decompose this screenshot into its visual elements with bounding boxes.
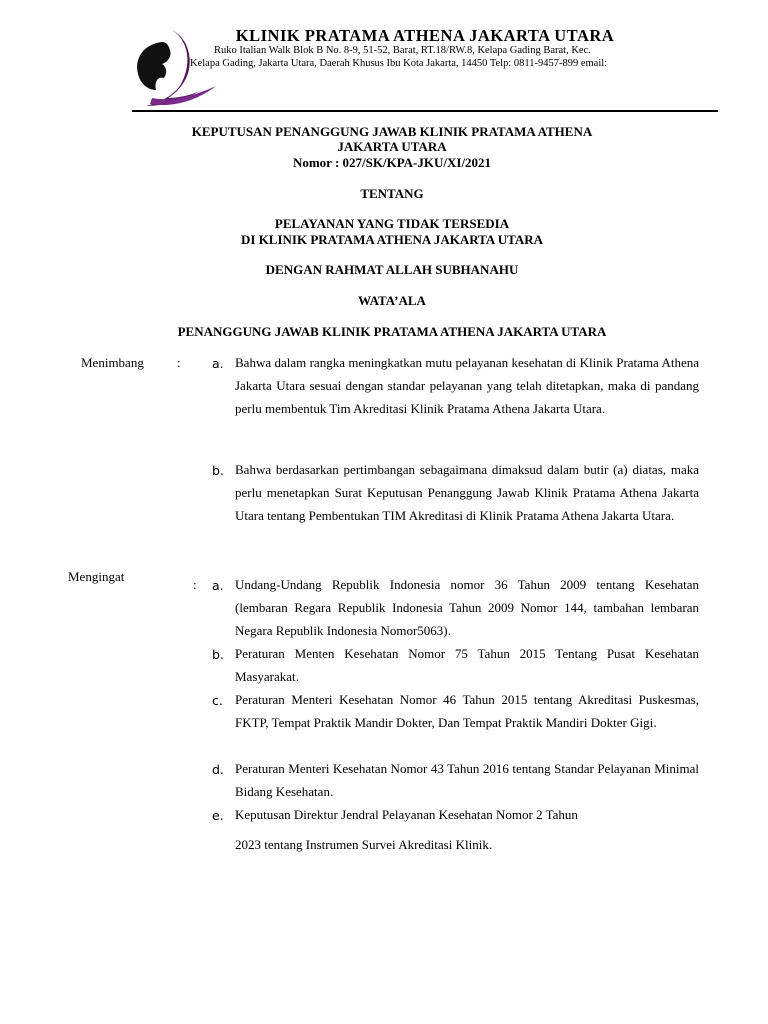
- decree-number: Nomor : 027/SK/KPA-JKU/XI/2021: [292, 155, 492, 170]
- letterhead-divider: [132, 110, 718, 112]
- address-line-1: Ruko Italian Walk Blok B No. 8-9, 51-52, Barat, RT.18/RW.8, Kelapa Gading Barat, Kec.: [214, 45, 591, 56]
- mengingat-a-text: Undang-Undang Republik Indonesia nomor 36 Tahun 2009 tentang Kesehatan (lembaran Regara Republik Indonesia Tahun 2009 Nomor 144, tambahan lembaran Negara Republik Indonesia Nomor5063).: [235, 577, 699, 638]
- menimbang-a-text: Bahwa dalam rangka meningkatkan mutu pelayanan kesehatan di Klinik Pratama Athena Jakarta Utara sesuai dengan standar pelayanan yang telah ditetapkan, maka di pandang perlu membentuk Tim Akreditasi Klinik Pratama Athena Jakarta Utara.: [235, 355, 699, 416]
- mengingat-d-marker: d.: [212, 762, 224, 777]
- subject-line-1: PELAYANAN YANG TIDAK TERSEDIA: [274, 216, 510, 231]
- mengingat-c-marker: c.: [212, 693, 223, 708]
- subject-line-2: DI KLINIK PRATAMA ATHENA JAKARTA UTARA: [240, 232, 544, 247]
- menimbang-colon: :: [177, 355, 181, 370]
- mengingat-e-marker: e.: [212, 808, 224, 823]
- clinic-name: KLINIK PRATAMA ATHENA JAKARTA UTARA: [235, 26, 615, 45]
- tentang-heading: TENTANG: [360, 186, 424, 201]
- rahmat-line: DENGAN RAHMAT ALLAH SUBHANAHU: [265, 262, 519, 277]
- mengingat-b-marker: b.: [212, 647, 224, 662]
- menimbang-b-marker: b.: [212, 463, 224, 478]
- decree-title-line-2: JAKARTA UTARA: [337, 139, 447, 154]
- mengingat-label: Mengingat: [68, 569, 125, 584]
- menimbang-label: Menimbang: [81, 355, 144, 370]
- wataala-line: WATA’ALA: [358, 293, 426, 308]
- address-line-2: Kelapa Gading, Jakarta Utara, Daerah Khusus Ibu Kota Jakarta, 14450 Telp: 0811-9457-899 email:: [190, 58, 608, 69]
- mengingat-e-text: Keputusan Direktur Jendral Pelayanan Kesehatan Nomor 2 Tahun: [235, 807, 578, 822]
- decree-title-line-1: KEPUTUSAN PENANGGUNG JAWAB KLINIK PRATAMA ATHENA: [191, 124, 593, 139]
- mengingat-d-text: Peraturan Menteri Kesehatan Nomor 43 Tahun 2016 tentang Standar Pelayanan Minimal Bidang Kesehatan.: [235, 761, 699, 799]
- menimbang-a-marker: a.: [212, 356, 224, 371]
- mengingat-colon: :: [193, 577, 197, 592]
- mengingat-c-text: Peraturan Menteri Kesehatan Nomor 46 Tahun 2015 tentang Akreditasi Puskesmas, FKTP, Tempat Praktik Mandir Dokter, Dan Tempat Praktik Mandiri Dokter Gigi.: [235, 692, 699, 730]
- authority-line: PENANGGUNG JAWAB KLINIK PRATAMA ATHENA JAKARTA UTARA: [177, 324, 607, 339]
- mengingat-e-continuation: 2023 tentang Instrumen Survei Akreditasi Klinik.: [235, 837, 493, 852]
- mengingat-a-marker: a.: [212, 578, 224, 593]
- menimbang-b-text: Bahwa berdasarkan pertimbangan sebagaimana dimaksud dalam butir (a) diatas, maka perlu menetapkan Surat Keputusan Penanggung Jawab Klinik Pratama Athena Jakarta Utara tentang Pembentukan TIM Akreditasi di Klinik Pratama Athena Jakarta Utara.: [235, 462, 699, 523]
- mengingat-b-text: Peraturan Menten Kesehatan Nomor 75 Tahun 2015 Tentang Pusat Kesehatan Masyarakat.: [235, 646, 699, 684]
